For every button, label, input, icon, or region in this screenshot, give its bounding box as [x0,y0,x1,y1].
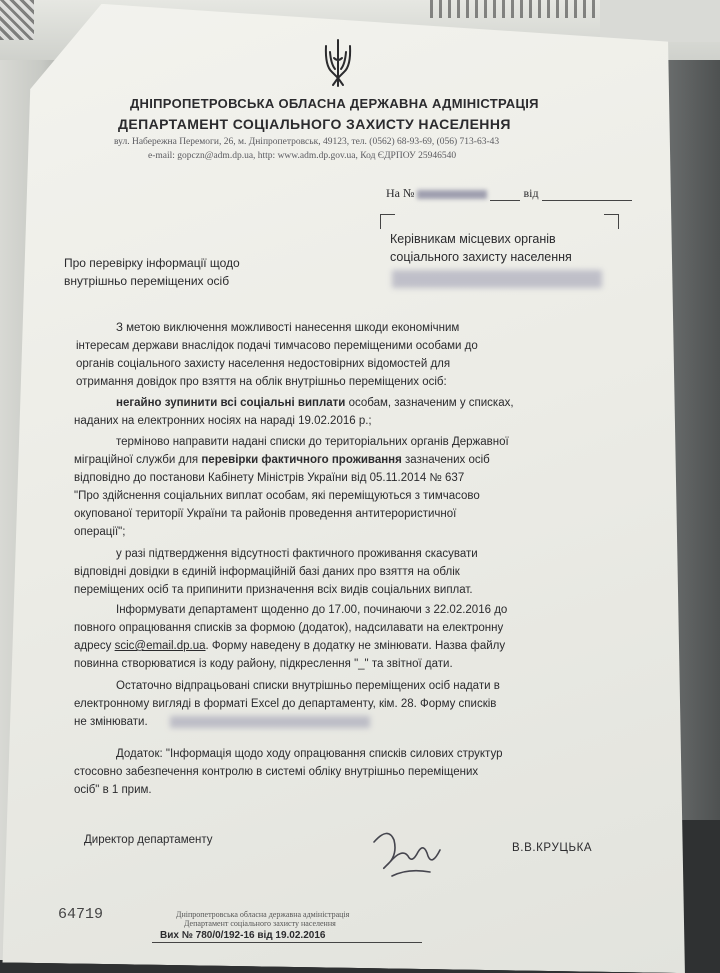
department-name: ДЕПАРТАМЕНТ СОЦІАЛЬНОГО ЗАХИСТУ НАСЕЛЕННЯ [118,116,511,132]
paragraph-4-line-2: відповідні довідки в єдиній інформаційній базі даних про взяття на облік [74,566,460,578]
recipient-line-1: Керівникам місцевих органів [390,232,556,246]
paragraph-1-line-3: органів соціального захисту населення недостовірних відомостей для [76,358,451,370]
paragraph-5-line-3-c: . Форму наведену в додатку не змінювати. Назва файлу [205,640,506,652]
paragraph-3-line-5: окупованої території України та районів проведення антитерористичної [74,508,457,520]
redacted-annotation [170,716,370,728]
redacted-recipient [392,270,602,288]
email-link[interactable]: scic@email.dp.ua [114,640,206,652]
paragraph-4-line-3: переміщених осіб та припинити призначення всіх видів соціальних виплат. [74,584,473,596]
subject-line-1: Про перевірку інформації щодо [64,256,240,270]
paragraph-2-line-2: наданих на електронних носіях на нараді 19.02.2016 р.; [74,415,372,427]
paragraph-5-line-2: повного опрацювання списків за формою (додаток), надсилавати на електронну [74,622,504,634]
recipient-bracket-tl [380,214,395,229]
paragraph-2-line-1-rest: особам, зазначеним у списках, [345,397,514,409]
paragraph-6-line-2: електронному вигляді в форматі Excel до департаменту, кім. 28. Форму списків [74,698,497,710]
subject-line-2: внутрішньо переміщених осіб [64,274,230,288]
address-line-1: вул. Набережна Перемоги, 26, м. Дніпропетровськ, 49123, тел. (0562) 68-93-69, (056) 713-63-43 [114,137,500,147]
paragraph-5-line-3-a: адресу [74,640,115,652]
paragraph-5-line-4: повинна створюватися із коду району, підкреслення "_" та звітної дати. [74,658,453,670]
paragraph-6-line-1: Остаточно відпрацьовані списки внутрішньо переміщених осіб надати в [116,680,500,692]
paragraph-4-line-1: у разі підтвердження відсутності фактичного проживання скасувати [116,548,478,560]
reference-date-label: від [523,186,539,200]
recipient-line-2: соціального захисту населення [390,250,572,264]
paragraph-1-line-4: отримання довідок про взяття на облік внутрішньо переміщених осіб: [76,376,447,388]
address-line-2: e-mail: gopczn@adm.dp.ua, http: www.adm.dp.gov.ua, Код ЄДРПОУ 25946540 [148,151,457,161]
recipient-bracket-tr [604,214,619,229]
attachment-line-3: осіб" в 1 прим. [74,784,152,796]
paragraph-3-line-2-a: міграційної служби для [74,454,202,466]
reference-number-line [490,190,520,201]
coat-of-arms-icon [322,38,354,88]
paragraph-3-line-2 [74,454,490,466]
paragraph-1-line-2: інтересам держави внаслідок подачі тимчасово переміщеними особами до [76,340,478,352]
outgoing-registration: Вих № 780/0/192-16 від 19.02.2016 [160,930,326,941]
paragraph-3-line-4: "Про здійснення соціальних виплат особам, які переміщуються з тимчасово [74,490,480,502]
attachment-line-1: Додаток: "Інформація щодо ходу опрацювання списків силових структур [116,748,503,760]
stamp-line-2: Департамент соціального захисту населення [184,919,336,928]
paragraph-3-emphasis: перевірки фактичного проживання [201,454,402,466]
reference-number-label: На № [386,186,415,200]
paragraph-2-emphasis: негайно зупинити всі соціальні виплати [116,397,346,409]
handwritten-signature [368,822,448,882]
paragraph-3-line-1: терміново направити надані списки до територіальних органів Державної [116,436,509,448]
paragraph-2-line-1 [116,397,514,409]
redacted-number [417,190,487,199]
signatory-position: Директор департаменту [84,834,213,846]
paragraph-3-line-3: відповідно до постанови Кабінету Міністрів України від 05.11.2014 № 637 [74,472,465,484]
stamp-line-1: Дніпропетровська обласна державна адміністрація [176,910,350,919]
paragraph-6-line-3: не змінювати. [74,716,148,728]
signatory-name: В.В.КРУЦЬКА [512,842,593,854]
paragraph-5-line-3 [74,640,505,652]
paragraph-3-line-6: операції"; [74,526,126,538]
registration-underline [152,942,422,943]
paragraph-1-line-1: З метою виключення можливості нанесення шкоди економічним [116,322,460,334]
paragraph-3-line-2-c: зазначених осіб [401,454,490,466]
paragraph-5-line-1: Інформувати департамент щоденно до 17.00, починаючи з 22.02.2016 до [116,604,508,616]
administration-name: ДНІПРОПЕТРОВСЬКА ОБЛАСНА ДЕРЖАВНА АДМІНІСТРАЦІЯ [130,96,539,111]
reference-date-line [542,190,632,201]
reference-row [386,186,632,201]
attachment-line-2: стосовно забезпечення контролю в системі обліку внутрішньо переміщених [74,766,479,778]
stamp-number: 64719 [58,906,104,923]
